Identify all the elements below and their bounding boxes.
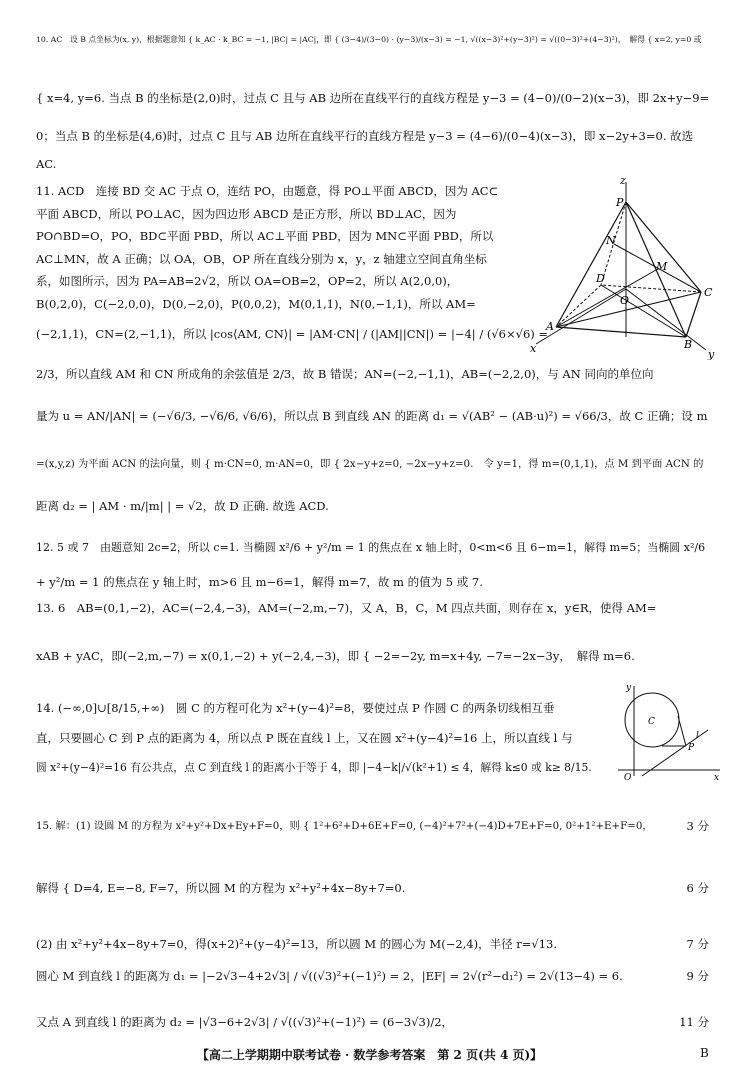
q15-line3: (2) 由 x²+y²+4x−8y+7=0，得(x+2)²+(y−4)²=13，所以圆 M 的圆心为 M(−2,4)，半径 r=√13. bbox=[36, 937, 558, 951]
q15-score-3: 7 分 bbox=[686, 937, 709, 951]
q10-line4: AC. bbox=[36, 157, 57, 171]
q15-line2: 解得 { D=4, E=−8, F=7，所以圆 M 的方程为 x²+y²+4x−8y+7=0. bbox=[36, 881, 406, 895]
fig11-label-y: y bbox=[708, 348, 715, 360]
q10-line3: 0；当点 B 的坐标是(4,6)时，过点 C 且与 AB 边所在直线平行的直线方程是 y−3 = (4−6)/(0−4)(x−3)，即 x−2y+3=0. 故选 bbox=[36, 129, 694, 143]
fig14-label-p: P bbox=[688, 743, 695, 753]
q15-score-2: 6 分 bbox=[686, 881, 709, 895]
fig11-label-d: D bbox=[596, 272, 605, 285]
q13-line2: xAB + yAC，即(−2,m,−7) = x(0,1,−2) + y(−2,4,−3)，即 { −2=−2y, m=x+4y, −7=−2x−3y， 解得 m=6. bbox=[36, 649, 635, 663]
q11-line6: 距离 d₂ = | AM · m/|m| | = √2，故 D 正确. 故选 ACD. bbox=[36, 499, 329, 513]
q10-line1: 10. AC 设 B 点坐标为(x, y)，根据题意知 { k_AC · k_BC = −1, |BC| = |AC|，即 { (3−4)/(3−0) · (y−3)/(x−3) = −1, √((x−3)²+(y−3)²) = √((0−3)²+(4−3)²)， 解得 { x=2, y=0 或 bbox=[36, 35, 702, 44]
version-letter: B bbox=[700, 1046, 709, 1060]
q15-score-1: 3 分 bbox=[686, 819, 709, 833]
q11-line2: (−2,1,1)，CN=(2,−1,1)，所以 |cos⟨AM, CN⟩| = |AM·CN| / (|AM||CN|) = |−4| / (√6×√6) = bbox=[36, 327, 549, 341]
q13-line1: 13. 6 AB=(0,1,−2)，AC=(−2,4,−3)，AM=(−2,m,−7)，又 A，B，C，M 四点共面，则存在 x，y∈R，使得 AM= bbox=[36, 601, 657, 615]
fig14-label-o: O bbox=[624, 773, 632, 782]
fig14-label-c: C bbox=[648, 717, 655, 727]
edge-cd bbox=[601, 285, 701, 292]
q15-line4: 圆心 M 到直线 l 的距离为 d₁ = |−2√3−4+2√3| / √((√3)²+(−1)²) = 2，|EF| = 2√(r²−d₁²) = 2√(13−4) = 6. bbox=[36, 969, 623, 983]
x-axis bbox=[536, 289, 626, 344]
fig11-label-c: C bbox=[704, 286, 713, 299]
q14-line2: 直，只要圆心 C 到 P 点的距离为 4，所以点 P 既在直线 l 上，又在圆 x²+(y−4)²=16 上，所以直线 l 与 bbox=[36, 731, 573, 745]
fig14-label-x: x bbox=[714, 773, 720, 782]
q11-line5: =(x,y,z) 为平面 ACN 的法向量，则 { m·CN=0, m·AN=0，即 { 2x−y+z=0, −2x−y+z=0. 令 y=1，得 m=(0,1,1)，点 M 到平面 ACN 的 bbox=[36, 458, 704, 470]
q15-line1: 15. 解：(1) 设圆 M 的方程为 x²+y²+Dx+Ey+F=0，则 { 1²+6²+D+6E+F=0, (−4)²+7²+(−4)D+7E+F=0, 0²+1²+E+F=0， bbox=[36, 820, 653, 832]
q11-line4: 量为 u = AN/|AN| = (−√6/3, −√6/6, √6/6)，所以点 B 到直线 AN 的距离 d₁ = √(AB² − (AB·u)²) = √66/3，故 C 正确；设 m bbox=[36, 409, 708, 423]
fig11-label-m: M bbox=[656, 260, 668, 273]
diag-bd bbox=[601, 285, 686, 337]
q11-text: 11. ACD 连接 BD 交 AC 于点 O，连结 PO，由题意，得 PO⊥平面 ABCD，因为 AC⊂平面 ABCD，所以 PO⊥AC，因为四边形 ABCD 是正方形，所以 BD⊥AC，因为 PO∩BD=O，PO，BD⊂平面 PBD，所以 AC⊥平面 PBD，因为 MN⊂平面 PBD，所以 AC⊥MN，故 A 正确；以 OA，OB，OP 所在直线分别为 x，y，z 轴建立空间直角坐标系，如图所示，因为 PA=AB=2√2，所以 OA=OB=2，OP=2，所以 A(2,0,0)，B(0,2,0)，C(−2,0,0)，D(0,−2,0)，P(0,0,2)，M(0,1,1)，N(0,−1,1)，所以 AM= bbox=[36, 184, 499, 311]
edge-ab bbox=[556, 327, 686, 337]
fig11-label-n: N bbox=[606, 234, 616, 247]
fig14-label-l: l bbox=[696, 731, 699, 741]
q15-line5: 又点 A 到直线 l 的距离为 d₂ = |√3−6+2√3| / √((√3)²+(−1)²) = (6−3√3)/2， bbox=[36, 1015, 454, 1029]
edge-bc bbox=[686, 292, 701, 337]
q14-line1: 14. (−∞,0]∪[8/15,+∞) 圆 C 的方程可化为 x²+(y−4)²=8，要使过点 P 作圆 C 的两条切线相互垂 bbox=[36, 701, 555, 715]
q15-score-4: 9 分 bbox=[686, 969, 709, 983]
fig11-label-a: A bbox=[546, 320, 554, 333]
fig14-label-y: y bbox=[626, 683, 632, 693]
fig11-label-z: z bbox=[620, 174, 626, 187]
q15-score-5: 11 分 bbox=[679, 1015, 709, 1029]
q12-line1: 12. 5 或 7 由题意知 2c=2，所以 c=1. 当椭圆 x²/6 + y²/m = 1 的焦点在 x 轴上时，0<m<6 且 6−m=1，解得 m=5；当椭圆 x²/6 bbox=[36, 541, 706, 554]
y-axis bbox=[626, 289, 706, 350]
edge-da bbox=[556, 285, 601, 327]
fig11-label-b: B bbox=[684, 338, 693, 351]
q12-line2: + y²/m = 1 的焦点在 y 轴上时，m>6 且 m−6=1，解得 m=7，故 m 的值为 5 或 7. bbox=[36, 575, 483, 589]
fig11-label-p: P bbox=[616, 196, 624, 209]
edge-pc bbox=[626, 202, 701, 292]
tangent-1 bbox=[678, 716, 686, 746]
seg-am bbox=[556, 270, 656, 327]
q14-line3: 圆 x²+(y−4)²=16 有公共点，点 C 到直线 l 的距离小于等于 4，即 |−4−k|/√(k²+1) ≤ 4，解得 k≤0 或 k≥ 8/15. bbox=[36, 761, 592, 774]
fig11-label-o: O bbox=[620, 294, 630, 307]
edge-pa bbox=[556, 202, 626, 327]
circle-figure bbox=[612, 680, 724, 782]
fig11-label-x: x bbox=[530, 342, 537, 355]
page-footer: 【高二上学期期中联考试卷 · 数学参考答案 第 2 页(共 4 页)】 bbox=[196, 1048, 543, 1062]
q10-line2: { x=4, y=6. 当点 B 的坐标是(2,0)时，过点 C 且与 AB 边所在直线平行的直线方程是 y−3 = (4−0)/(0−2)(x−3)，即 2x+y−9= bbox=[36, 91, 710, 105]
q11-line3: 2/3，所以直线 AM 和 CN 所成角的余弦值是 2/3，故 B 错误；AN=(−2,−1,1)，AB=(−2,2,0)，与 AN 同向的单位向 bbox=[36, 367, 654, 381]
pyramid-figure bbox=[526, 172, 726, 360]
